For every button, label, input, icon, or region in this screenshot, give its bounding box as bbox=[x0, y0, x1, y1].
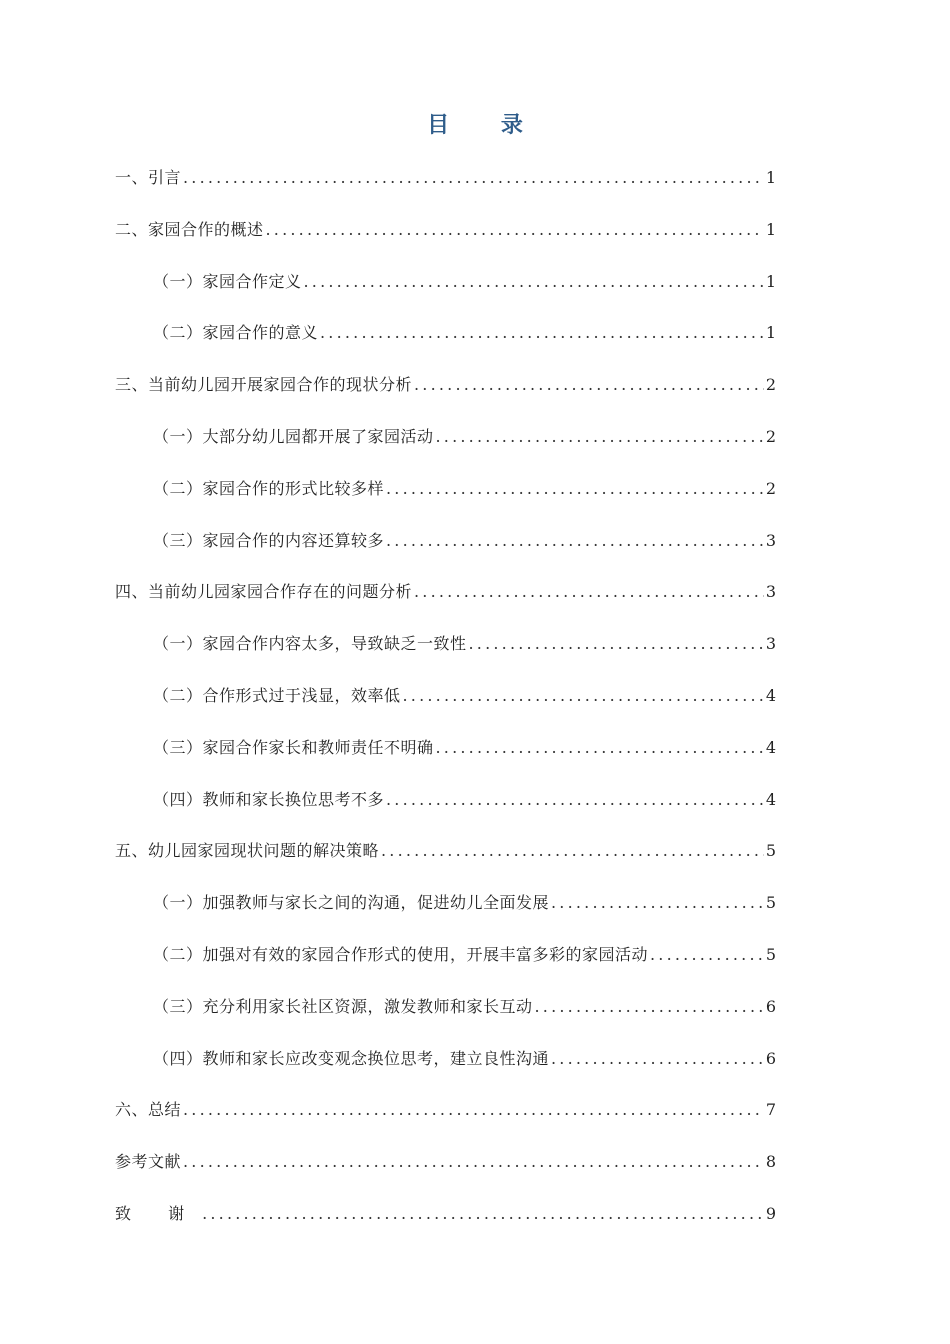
toc-dot-leader bbox=[202, 1201, 764, 1227]
toc-dot-leader bbox=[386, 787, 764, 813]
toc-entry-label: （一）大部分幼儿园都开展了家园活动 bbox=[153, 426, 434, 446]
toc-entry[interactable] bbox=[115, 528, 776, 580]
toc-entry-label: 致 谢 bbox=[115, 1203, 201, 1223]
toc-entry[interactable] bbox=[115, 372, 776, 424]
toc-entry-label: 一、引言 bbox=[115, 168, 182, 187]
toc-dot-leader bbox=[436, 735, 764, 761]
toc-list bbox=[115, 165, 776, 1253]
toc-entry-label: （二）合作形式过于浅显，效率低 bbox=[153, 685, 401, 705]
toc-entry-label: 参考文献 bbox=[115, 1152, 182, 1172]
toc-entry-page-number: 8 bbox=[765, 1152, 776, 1172]
toc-entry-label: 三、当前幼儿园开展家园合作的现状分析 bbox=[115, 375, 413, 395]
toc-entry-page-number: 3 bbox=[765, 582, 776, 602]
toc-entry[interactable] bbox=[115, 787, 776, 839]
toc-entry-page-number: 2 bbox=[765, 375, 776, 395]
toc-entry[interactable] bbox=[115, 890, 776, 942]
toc-dot-leader bbox=[183, 165, 764, 191]
toc-entry[interactable] bbox=[115, 320, 776, 372]
toc-entry-label: （三）家园合作家长和教师责任不明确 bbox=[153, 737, 434, 757]
toc-dot-leader bbox=[183, 1149, 764, 1175]
toc-entry-label: （一）家园合作定义 bbox=[153, 271, 302, 291]
toc-entry-page-number: 3 bbox=[765, 634, 776, 654]
toc-entry-page-number: 7 bbox=[765, 1100, 776, 1120]
toc-entry-page-number: 2 bbox=[765, 426, 776, 446]
toc-entry-page-number: 6 bbox=[765, 996, 776, 1016]
toc-entry[interactable] bbox=[115, 1149, 776, 1201]
toc-entry-label: （三）充分利用家长社区资源，激发教师和家长互动 bbox=[153, 996, 533, 1016]
toc-entry-label: （四）教师和家长应改变观念换位思考，建立良性沟通 bbox=[153, 1048, 550, 1068]
toc-dot-leader bbox=[535, 994, 764, 1020]
toc-dot-leader bbox=[304, 269, 764, 295]
toc-entry-page-number: 1 bbox=[765, 219, 776, 239]
toc-entry[interactable] bbox=[115, 838, 776, 890]
toc-dot-leader bbox=[183, 1097, 764, 1123]
toc-entry[interactable] bbox=[115, 269, 776, 321]
toc-entry-label: 四、当前幼儿园家园合作存在的问题分析 bbox=[115, 582, 413, 602]
toc-entry-label: 五、幼儿园家园现状问题的解决策略 bbox=[115, 841, 380, 861]
toc-entry-page-number: 1 bbox=[765, 323, 776, 343]
toc-entry[interactable] bbox=[115, 424, 776, 476]
toc-entry-page-number: 3 bbox=[765, 530, 776, 550]
toc-entry-page-number: 5 bbox=[765, 841, 776, 861]
toc-entry-page-number: 4 bbox=[765, 789, 776, 809]
toc-entry[interactable] bbox=[115, 994, 776, 1046]
toc-entry[interactable] bbox=[115, 683, 776, 735]
toc-entry-label: （二）加强对有效的家园合作形式的使用，开展丰富多彩的家园活动 bbox=[153, 944, 649, 964]
toc-dot-leader bbox=[551, 890, 764, 916]
toc-entry-page-number: 4 bbox=[765, 685, 776, 705]
toc-dot-leader bbox=[436, 424, 764, 450]
toc-dot-leader bbox=[403, 683, 764, 709]
toc-dot-leader bbox=[266, 217, 764, 243]
toc-entry-page-number: 1 bbox=[765, 271, 776, 291]
toc-entry-page-number: 2 bbox=[765, 478, 776, 498]
toc-entry[interactable] bbox=[115, 631, 776, 683]
toc-dot-leader bbox=[414, 579, 764, 605]
toc-entry[interactable] bbox=[115, 476, 776, 528]
toc-entry-label: （二）家园合作的意义 bbox=[153, 323, 319, 343]
toc-entry-page-number: 4 bbox=[765, 737, 776, 757]
toc-dot-leader bbox=[650, 942, 764, 968]
toc-dot-leader bbox=[414, 372, 764, 398]
toc-dot-leader bbox=[320, 320, 764, 346]
toc-entry[interactable] bbox=[115, 735, 776, 787]
toc-dot-leader bbox=[386, 476, 764, 502]
toc-entry-label: （四）教师和家长换位思考不多 bbox=[153, 789, 385, 809]
toc-entry[interactable] bbox=[115, 217, 776, 269]
toc-entry[interactable] bbox=[115, 1097, 776, 1149]
toc-entry-page-number: 5 bbox=[765, 944, 776, 964]
toc-entry-label: （二）家园合作的形式比较多样 bbox=[153, 478, 385, 498]
toc-dot-leader bbox=[469, 631, 764, 657]
toc-dot-leader bbox=[381, 838, 764, 864]
toc-dot-leader bbox=[551, 1046, 764, 1072]
toc-entry-label: （一）家园合作内容太多，导致缺乏一致性 bbox=[153, 634, 467, 654]
toc-entry[interactable] bbox=[115, 942, 776, 994]
toc-entry-label: 二、家园合作的概述 bbox=[115, 219, 264, 239]
toc-entry[interactable] bbox=[115, 1201, 776, 1253]
toc-entry-label: （一）加强教师与家长之间的沟通，促进幼儿全面发展 bbox=[153, 893, 550, 913]
toc-entry[interactable] bbox=[115, 165, 776, 217]
toc-entry-page-number: 5 bbox=[765, 893, 776, 913]
toc-entry-page-number: 6 bbox=[765, 1048, 776, 1068]
toc-entry-page-number: 1 bbox=[765, 168, 776, 187]
toc-entry-page-number: 9 bbox=[765, 1203, 776, 1223]
toc-entry[interactable] bbox=[115, 579, 776, 631]
toc-entry-label: （三）家园合作的内容还算较多 bbox=[153, 530, 385, 550]
toc-entry-label: 六、总结 bbox=[115, 1100, 182, 1120]
toc-title: 目 录 bbox=[427, 112, 545, 138]
toc-entry[interactable] bbox=[115, 1046, 776, 1098]
toc-dot-leader bbox=[386, 528, 764, 554]
